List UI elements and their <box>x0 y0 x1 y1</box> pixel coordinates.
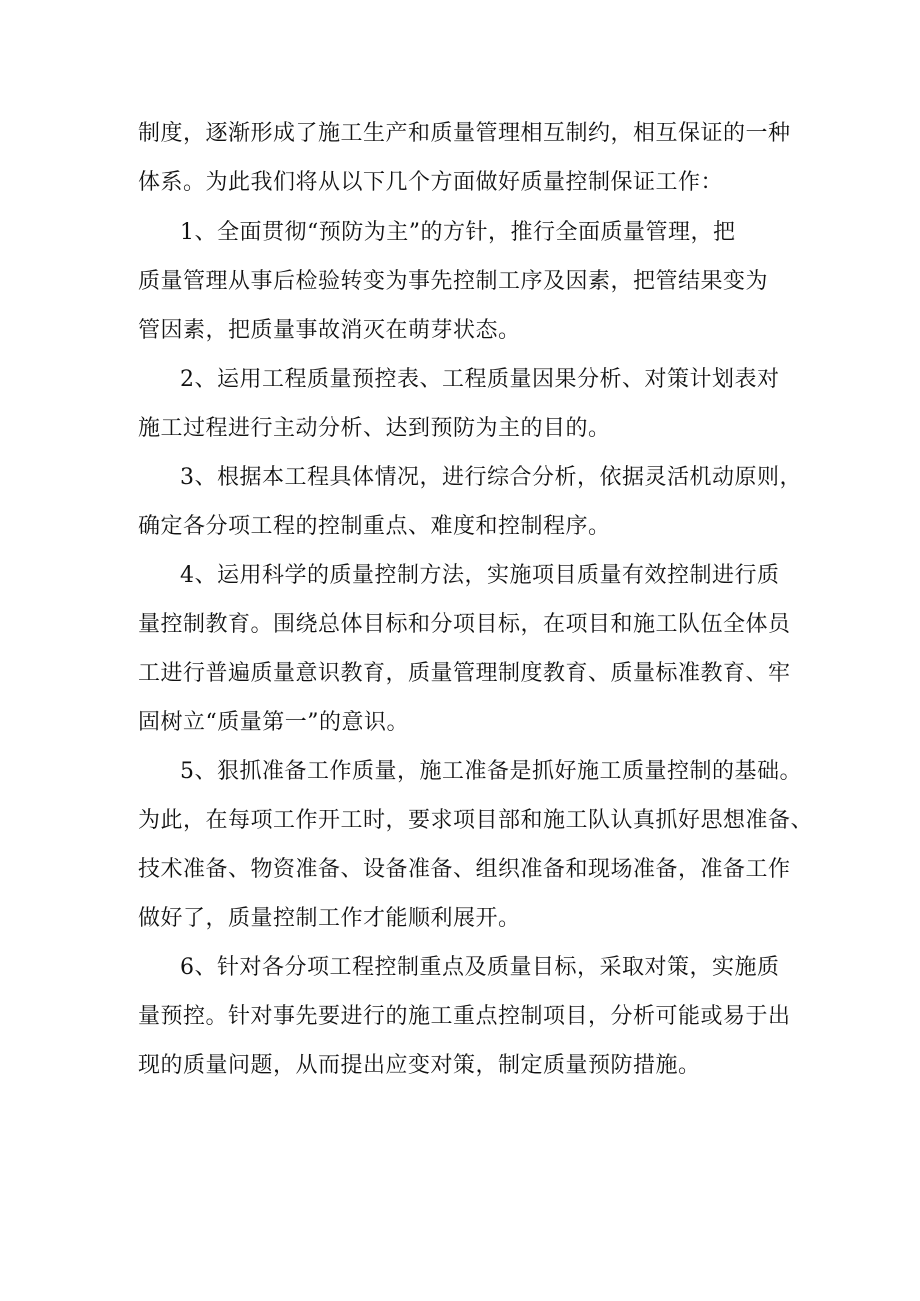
text-line: 施工过程进行主动分析、达到预防为主的目的。 <box>138 416 611 441</box>
paragraph-1-start: 1、全面贯彻“预防为主”的方针，推行全面质量管理，把 <box>180 220 736 245</box>
text-line: 工进行普遍质量意识教育，质量管理制度教育、质量标准教育、牢 <box>138 661 791 686</box>
text-line: 技术准备、物资准备、设备准备、组织准备和现场准备，准备工作 <box>138 857 791 882</box>
text-line: 量预控。针对事先要进行的施工重点控制项目，分析可能或易于出 <box>138 1004 791 1029</box>
text-line: 制度，逐渐形成了施工生产和质量管理相互制约，相互保证的一种 <box>138 121 791 146</box>
text-line: 管因素，把质量事故消灭在萌芽状态。 <box>138 318 521 343</box>
paragraph-5-start: 5、狠抓准备工作质量，施工准备是抓好施工质量控制的基础。 <box>180 759 802 784</box>
paragraph-3-start: 3、根据本工程具体情况，进行综合分析，依据灵活机动原则， <box>180 465 802 490</box>
text-line: 体系。为此我们将从以下几个方面做好质量控制保证工作： <box>138 170 724 195</box>
paragraph-6-start: 6、针对各分项工程控制重点及质量目标，采取对策，实施质 <box>180 955 780 980</box>
paragraph-4-start: 4、运用科学的质量控制方法，实施项目质量有效控制进行质 <box>180 563 780 588</box>
text-line: 固树立“质量第一”的意识。 <box>138 710 409 735</box>
text-line: 质量管理从事后检验转变为事先控制工序及因素，把管结果变为 <box>138 269 769 294</box>
text-line: 确定各分项工程的控制重点、难度和控制程序。 <box>138 514 611 539</box>
paragraph-2-start: 2、运用工程质量预控表、工程质量因果分析、对策计划表对 <box>180 367 780 392</box>
text-line: 量控制教育。围绕总体目标和分项目标，在项目和施工队伍全体员 <box>138 612 791 637</box>
text-line: 做好了，质量控制工作才能顺利展开。 <box>138 906 521 931</box>
text-line: 现的质量问题，从而提出应变对策，制定质量预防措施。 <box>138 1053 701 1078</box>
text-line: 为此，在每项工作开工时，要求项目部和施工队认真抓好思想准备、 <box>138 808 814 833</box>
